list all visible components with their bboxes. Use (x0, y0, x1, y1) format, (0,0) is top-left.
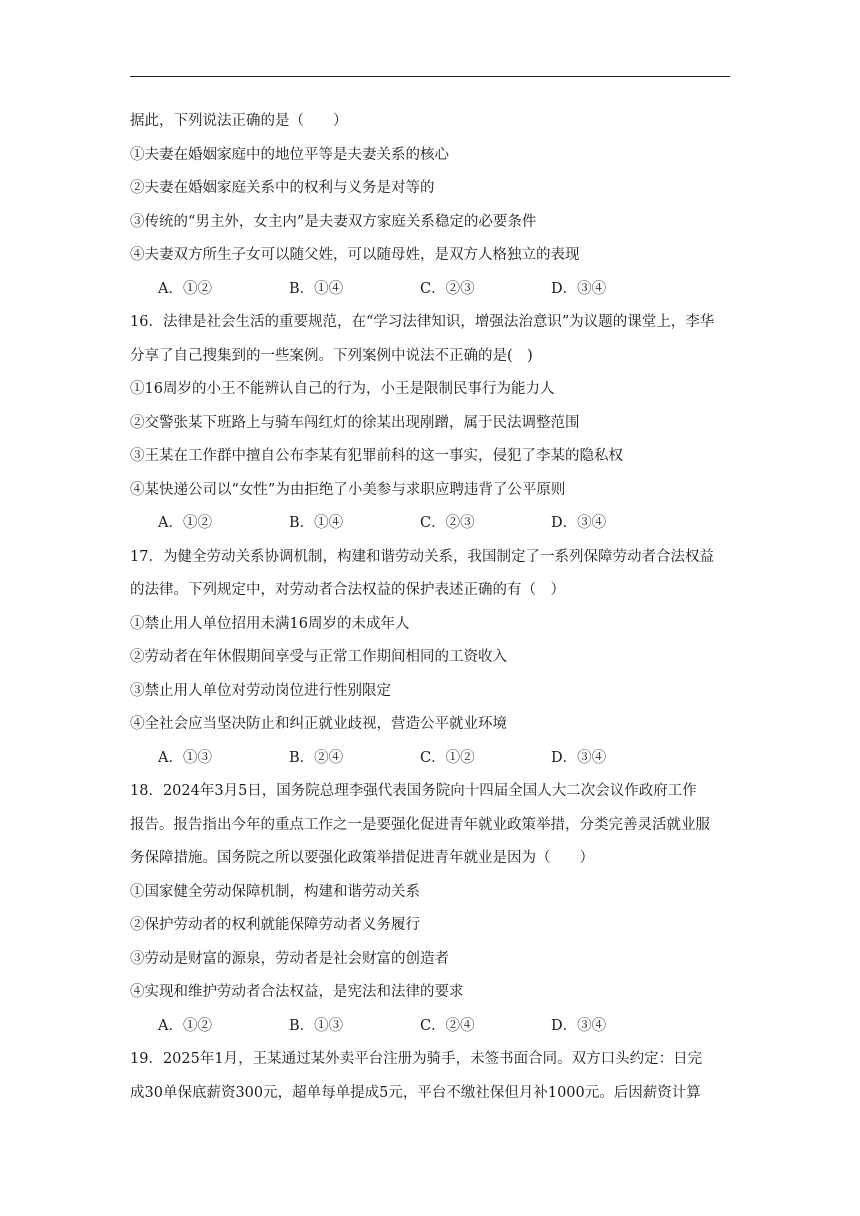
option-statement: ④某快递公司以“女性”为由拒绝了小美参与求职应聘违背了公平原则 (130, 481, 566, 498)
choice-b: B．①③ (289, 1017, 344, 1034)
choice-b: B．①④ (289, 280, 344, 297)
choice-c: C．②③ (420, 280, 475, 297)
question-stem: 的法律。下列规定中，对劳动者合法权益的保护表述正确的有（ ） (130, 582, 565, 598)
question-stem: 成30单保底薪资300元，超单每单提成5元，平台不缴社保但月补1000元。后因薪资计算 (130, 1084, 701, 1101)
question-17 (130, 541, 734, 776)
question-stem: 16．法律是社会生活的重要规范，在“学习法律知识，增强法治意识”为议题的课堂上，李华 (130, 314, 715, 330)
choice-d: D．③④ (551, 515, 607, 531)
option-statement: ②夫妻在婚姻家庭关系中的权利与义务是对等的 (130, 180, 435, 196)
choice-a: A．①② (158, 515, 212, 531)
choice-c: C．②③ (420, 515, 475, 531)
choice-b: B．①④ (289, 515, 344, 531)
question-stem: 务保障措施。国务院之所以要强化政策举措促进青年就业是因为（ ） (130, 850, 594, 866)
choice-d: D．③④ (551, 1017, 607, 1034)
answer-choices (130, 507, 734, 541)
option-statement: ①16周岁的小王不能辨认自己的行为，小王是限制民事行为能力人 (130, 381, 555, 397)
question-18 (130, 775, 734, 1043)
option-statement: ④夫妻双方所生子女可以随父姓，可以随母姓，是双方人格独立的表现 (130, 247, 580, 263)
document-content (130, 105, 734, 1110)
question-16 (130, 306, 734, 541)
choice-d: D．③④ (551, 280, 607, 297)
question-stem: 报告。报告指出今年的重点工作之一是要强化促进青年就业政策举措，分类完善灵活就业服 (130, 816, 710, 833)
question-stem: 据此，下列说法正确的是（ ） (130, 113, 348, 129)
option-statement: ②保护劳动者的权利就能保障劳动者义务履行 (130, 917, 420, 933)
question-15-continuation (130, 105, 734, 306)
choice-d: D．③④ (551, 749, 607, 766)
choice-a: A．①③ (158, 749, 212, 766)
option-statement: ①夫妻在婚姻家庭中的地位平等是夫妻关系的核心 (130, 146, 449, 163)
question-19 (130, 1043, 734, 1110)
option-statement: ③王某在工作群中擅自公布李某有犯罪前科的这一事实，侵犯了李某的隐私权 (130, 448, 623, 464)
option-statement: ①国家健全劳动保障机制，构建和谐劳动关系 (130, 883, 420, 900)
answer-choices (130, 742, 734, 776)
question-stem: 分享了自己搜集到的一些案例。下列案例中说法不正确的是( ) (130, 347, 533, 364)
option-statement: ④实现和维护劳动者合法权益，是宪法和法律的要求 (130, 984, 464, 1000)
question-stem: 17．为健全劳动关系协调机制，构建和谐劳动关系，我国制定了一系列保障劳动者合法权益 (130, 548, 714, 565)
option-statement: ④全社会应当坚决防止和纠正就业歧视，营造公平就业环境 (130, 716, 507, 732)
choice-c: C．②④ (420, 1017, 475, 1034)
header-rule (130, 76, 730, 77)
option-statement: ②交警张某下班路上与骑车闯红灯的徐某出现剐蹭，属于民法调整范围 (130, 414, 580, 431)
answer-choices (130, 273, 734, 307)
option-statement: ③禁止用人单位对劳动岗位进行性别限定 (130, 682, 391, 699)
choice-a: A．①② (158, 280, 212, 297)
option-statement: ③劳动是财富的源泉，劳动者是社会财富的创造者 (130, 950, 449, 967)
question-stem: 19．2025年1月，王某通过某外卖平台注册为骑手，未签书面合同。双方口头约定：日完 (130, 1051, 703, 1067)
choice-b: B．②④ (289, 749, 344, 766)
question-stem: 18．2024年3月5日，国务院总理李强代表国务院向十四届全国人大二次会议作政府工作 (130, 783, 697, 799)
option-statement: ①禁止用人单位招用未满16周岁的未成年人 (130, 615, 410, 632)
option-statement: ③传统的“男主外，女主内”是夫妻双方家庭关系稳定的必要条件 (130, 213, 537, 230)
answer-choices (130, 1010, 734, 1044)
option-statement: ②劳动者在年休假期间享受与正常工作期间相同的工资收入 (130, 649, 507, 665)
choice-c: C．①② (420, 749, 475, 766)
choice-a: A．①② (158, 1017, 212, 1034)
